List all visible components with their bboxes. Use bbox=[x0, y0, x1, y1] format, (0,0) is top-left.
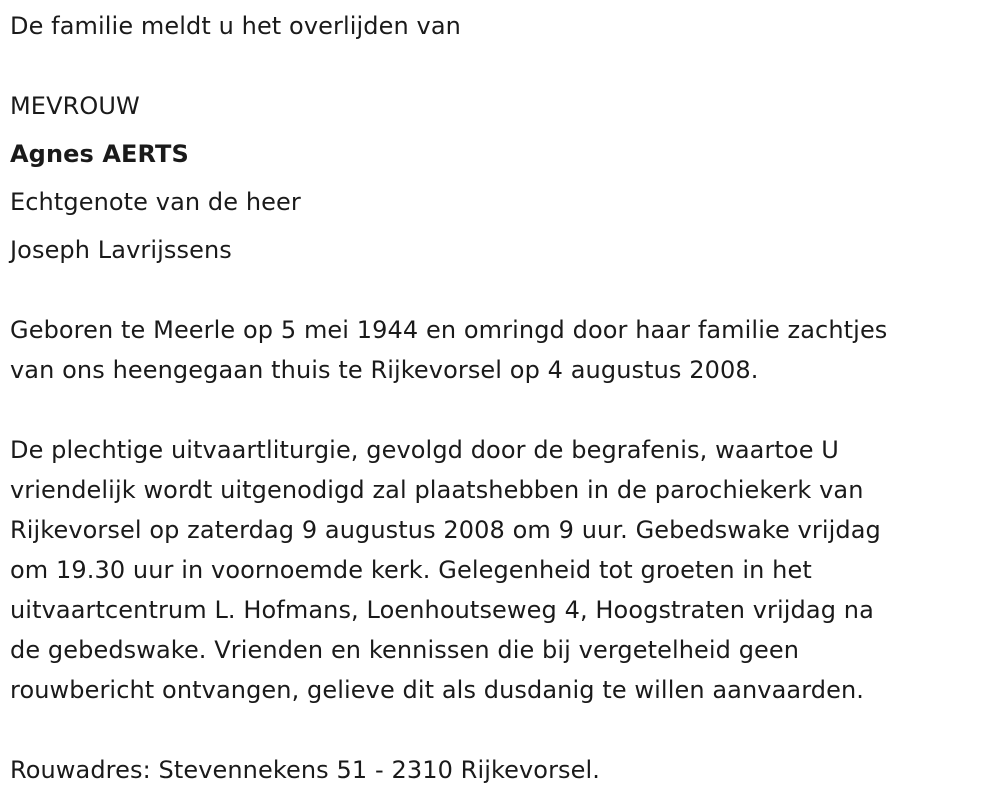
funeral-line: Rijkevorsel op zaterdag 9 augustus 2008 om 9 uur. Gebedswake vrijdag bbox=[10, 516, 881, 544]
relation-text: Echtgenote van de heer bbox=[10, 188, 301, 216]
funeral-line: rouwbericht ontvangen, gelieve dit als dusdanig te willen aanvaarden. bbox=[10, 676, 864, 704]
deceased-name: Agnes AERTS bbox=[10, 140, 189, 168]
birth-line: van ons heengegaan thuis te Rijkevorsel op 4 augustus 2008. bbox=[10, 356, 759, 384]
funeral-line: de gebedswake. Vrienden en kennissen die bij vergetelheid geen bbox=[10, 636, 800, 664]
birth-line: Geboren te Meerle op 5 mei 1944 en omringd door haar familie zachtjes bbox=[10, 316, 888, 344]
intro-text: De familie meldt u het overlijden van bbox=[10, 12, 461, 40]
funeral-line: De plechtige uitvaartliturgie, gevolgd door de begrafenis, waartoe U bbox=[10, 436, 839, 464]
address-line: Rouwadres: Stevennekens 51 - 2310 Rijkevorsel. bbox=[10, 756, 601, 784]
funeral-line: om 19.30 uur in voornoemde kerk. Gelegenheid tot groeten in het bbox=[10, 556, 812, 584]
spouse-name: Joseph Lavrijssens bbox=[10, 236, 232, 264]
funeral-line: vriendelijk wordt uitgenodigd zal plaatshebben in de parochiekerk van bbox=[10, 476, 864, 504]
funeral-line: uitvaartcentrum L. Hofmans, Loenhoutseweg 4, Hoogstraten vrijdag na bbox=[10, 596, 874, 624]
title-text: MEVROUW bbox=[10, 92, 140, 120]
